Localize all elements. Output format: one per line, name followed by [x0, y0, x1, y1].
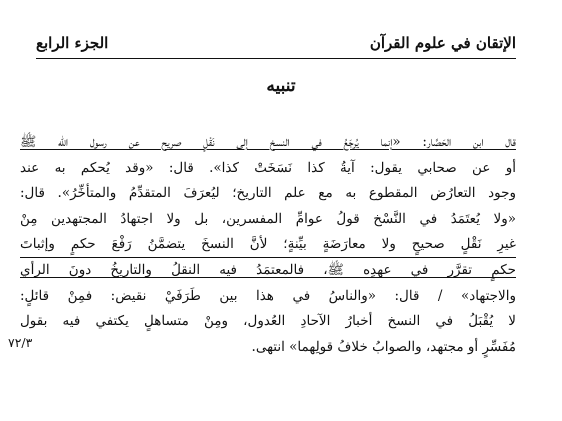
text-line-4: «ولا يُعتَمَدُ في النَّسْخ قولُ عوامِّ المفسرين، بل ولا اجتهادُ المجتهدين مِنْ [20, 210, 516, 227]
volume-label: الجزء الرابع [36, 34, 109, 52]
running-header [36, 28, 516, 58]
body-text [20, 130, 516, 360]
text-line-2: أو عن صحابي يقول: آيةُ كذا نَسَخَتْ كذا». قال: «وقد يُحكم به عند [20, 159, 516, 176]
book-title: الإتقان في علوم القرآن [369, 34, 516, 52]
section-title: تنبيه [266, 76, 296, 96]
text-line-7: والاجتهاد» / قال: «والناسُ في هذا بين طَرَفَيْ نقيض: فمِنْ قائلٍ: [20, 287, 516, 304]
text-line-6 [20, 258, 516, 284]
text-line-3: وجود التعارُض المقطوع به مع علم التاريخ؛ ليُعرَفَ المتقدِّمُ والمتأخِّرُ». قال: [20, 185, 516, 202]
separator-rule [20, 257, 516, 258]
text-line-8: لا يُقْبَلُ في النسخ أخبارُ الآحادِ العُدول، ومِنْ متساهلٍ يكتفي فيه بقول [20, 313, 516, 330]
text-line-9: مُفَسِّرٍ أو مجتهد، والصوابُ خلافُ قولِهما» انتهى. [251, 338, 516, 355]
line-6-text: حكمٍ تقرَّر في عهدِه ﷺ، فالمعتمَدُ فيه النقلُ والتاريخُ دونَ الرأي [20, 261, 516, 278]
text-line-1 [20, 130, 516, 156]
margin-reference: ٧٢/٣ [8, 335, 33, 350]
line-1-text: قال ابن الحَصَّار: «إنما يُرجَعُ في النسخ إلى نَقْلٍ صريح عن رسول الله ﷺ [20, 134, 516, 150]
text-line-5: غيرِ نَقْلٍ صحيحٍ ولا معارَضَةٍ بيِّنةٍ؛ لأنَّ النسخَ يتضمَّنُ رَفْعَ حكمٍ وإثباتَ [20, 236, 516, 253]
header-rule [36, 58, 516, 59]
